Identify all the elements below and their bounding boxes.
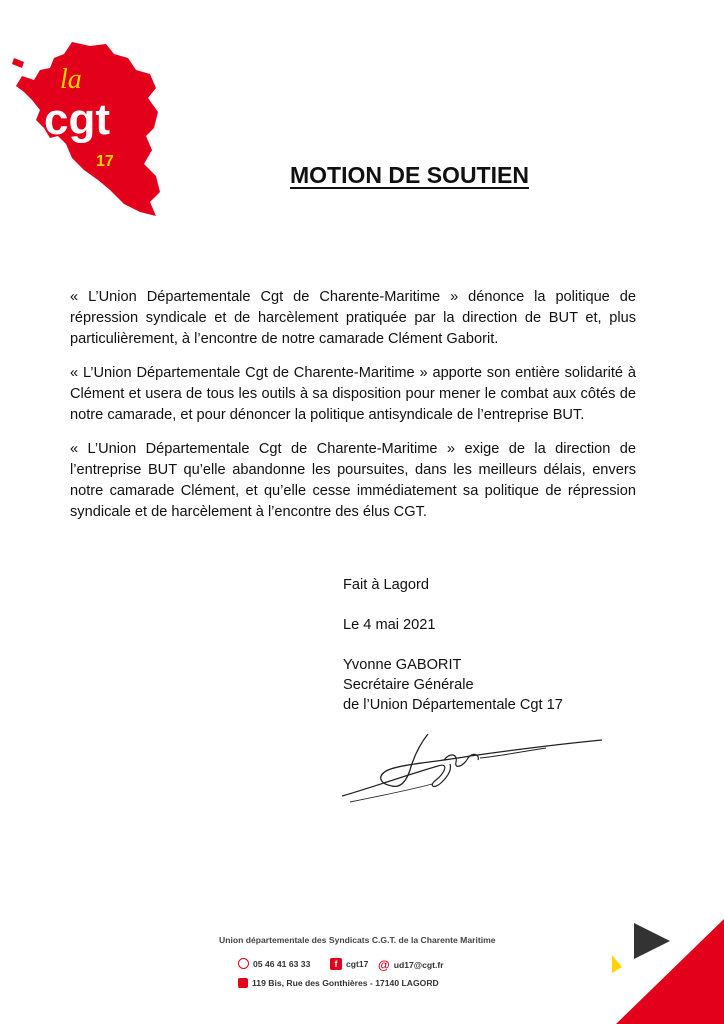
logo-cgt: cgt: [44, 95, 110, 144]
footer-email: [378, 958, 444, 972]
footer-facebook-handle: cgt17: [346, 959, 369, 969]
paragraph-solidarity: « L’Union Départementale Cgt de Charente-Maritime » apporte son entière solidarité à Clément et usera de tous les outils à sa disposition pour mener le combat aux côtés de notre camarade, et pour dénoncer la politique antisyndicale de l’entreprise BUT.: [70, 365, 636, 423]
footer-org-name: Union départementale des Syndicats C.G.T. de la Charente Maritime: [219, 935, 496, 945]
dark-arrow-shape: [634, 923, 670, 959]
footer-phone-number: 05 46 41 63 33: [253, 958, 311, 969]
sign-date: Le 4 mai 2021: [343, 617, 436, 633]
logo-la: la: [60, 64, 82, 95]
handwritten-signature: [340, 730, 610, 810]
paragraph-denounce: « L’Union Départementale Cgt de Charente-Maritime » dénonce la politique de répression syndicale et de harcèlement pratiquée par la direction de BUT et, plus particulièrement, à l’encontre de notre camarade Clément Gaborit.: [70, 289, 636, 347]
at-icon: @: [378, 958, 390, 972]
sign-place: Fait à Lagord: [343, 577, 429, 593]
footer-address: [238, 978, 439, 988]
corner-decoration: [610, 915, 724, 1024]
motion-body: [70, 287, 636, 536]
signatory-name: Yvonne GABORIT: [343, 657, 462, 673]
cgt-17-logo: [10, 40, 170, 220]
logo-dept-number: 17: [96, 153, 114, 170]
page-title: MOTION DE SOUTIEN: [290, 162, 529, 188]
footer-phone: [238, 958, 310, 969]
phone-icon: [238, 958, 249, 969]
footer-email-address: ud17@cgt.fr: [393, 960, 444, 970]
signature-block: [343, 575, 563, 715]
signatory-role: Secrétaire Générale: [343, 677, 474, 693]
red-corner-triangle: [616, 919, 724, 1024]
footer-address-text: 119 Bis, Rue des Gonthières - 17140 LAGORD: [252, 978, 439, 988]
paragraph-demand: « L’Union Départementale Cgt de Charente-Maritime » exige de la direction de l’entreprise BUT qu’elle abandonne les poursuites, dans les meilleurs délais, envers notre camarade Clément, et qu’elle cesse immédiatement sa politique de répression syndicale et de harcèlement à l’encontre des élus CGT.: [70, 441, 636, 520]
footer-facebook: [330, 958, 368, 970]
facebook-icon: f: [330, 958, 342, 970]
signatory-org: de l’Union Départementale Cgt 17: [343, 697, 563, 713]
yellow-triangle: [612, 955, 622, 973]
home-icon: [238, 978, 248, 988]
